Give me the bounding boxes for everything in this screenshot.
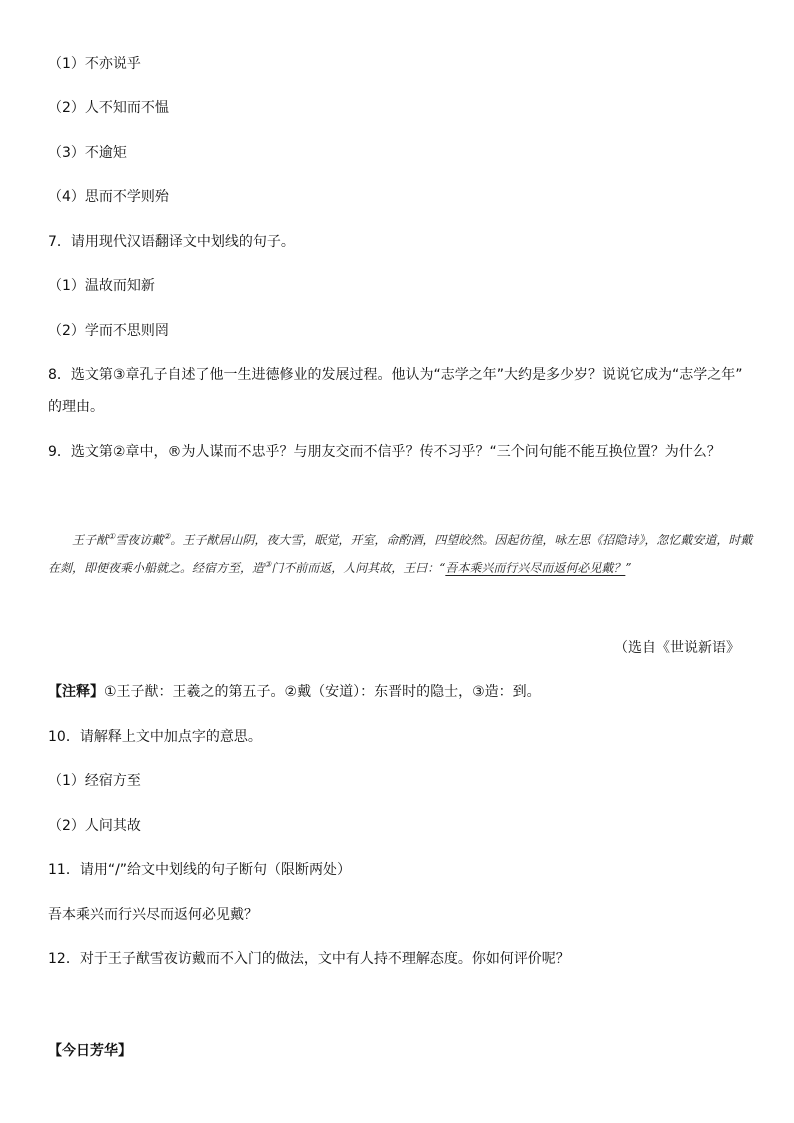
classical-passage [48, 526, 760, 582]
passage-source: （选自《世说新语》 [614, 640, 740, 656]
q9-question: 9．选文第②章中，®为人谋而不忠乎？与朋友交而不信乎？传不习乎？“三个问句能不能互换位置？为什么？ [48, 444, 721, 460]
q8-line-1: 8．选文第③章孔子自述了他一生进德修业的发展过程。他认为“志学之年”大约是多少岁？说说它成为“志学之年” [48, 367, 743, 383]
section-heading: 【今日芳华】 [48, 1043, 132, 1059]
q7-item-2: （2）学而不思则罔 [48, 323, 169, 339]
note-marker: ① [108, 532, 116, 541]
passage-text: 王子猷 [72, 533, 109, 547]
annotation-label: 【注释】 [48, 684, 104, 700]
underlined-sentence: 吾本乘兴而行兴尽而返何必见戴？ [445, 561, 626, 575]
annotation-line [48, 682, 541, 702]
passage-paragraph [48, 526, 760, 582]
passage-text: 。王子猷居山阴，夜大雪，眠觉，开室，命酌酒，四望皎然。因起彷徨，咏左思《招隐诗》，忽忆戴安道，时戴在剡，即便夜乘小船就之。经宿方至，造 [48, 533, 753, 575]
passage-text: ” [625, 561, 632, 575]
q10-item-1: （1）经宿方至 [48, 773, 141, 789]
q8-line-2: 的理由。 [48, 399, 104, 415]
q6-item-2: （2）人不知而不愠 [48, 100, 169, 116]
note-marker: ② [163, 532, 171, 541]
passage-text: 雪夜访戴 [115, 533, 164, 547]
q7-prompt: 7．请用现代汉语翻译文中划线的句子。 [48, 234, 295, 250]
annotation-text: ①王子猷：王羲之的第五子。②戴（安道）：东晋时的隐士，③造：到。 [104, 684, 541, 700]
q12-question: 12．对于王子猷雪夜访戴而不入门的做法，文中有人持不理解态度。你如何评价呢？ [48, 951, 570, 967]
q7-item-1: （1）温故而知新 [48, 278, 155, 294]
note-marker: ③ [264, 560, 272, 569]
q6-item-4: （4）思而不学则殆 [48, 189, 169, 205]
passage-text: 门不前而返，人问其故，王曰：“ [271, 561, 446, 575]
q11-sentence: 吾本乘兴而行兴尽而返何必见戴？ [48, 907, 258, 923]
q6-item-1: （1）不亦说乎 [48, 56, 141, 72]
q11-prompt: 11．请用“/”给文中划线的句子断句（限断两处） [48, 862, 352, 878]
q6-item-3: （3）不逾矩 [48, 145, 127, 161]
q10-prompt: 10．请解释上文中加点字的意思。 [48, 729, 262, 745]
q10-item-2: （2）人问其故 [48, 818, 141, 834]
